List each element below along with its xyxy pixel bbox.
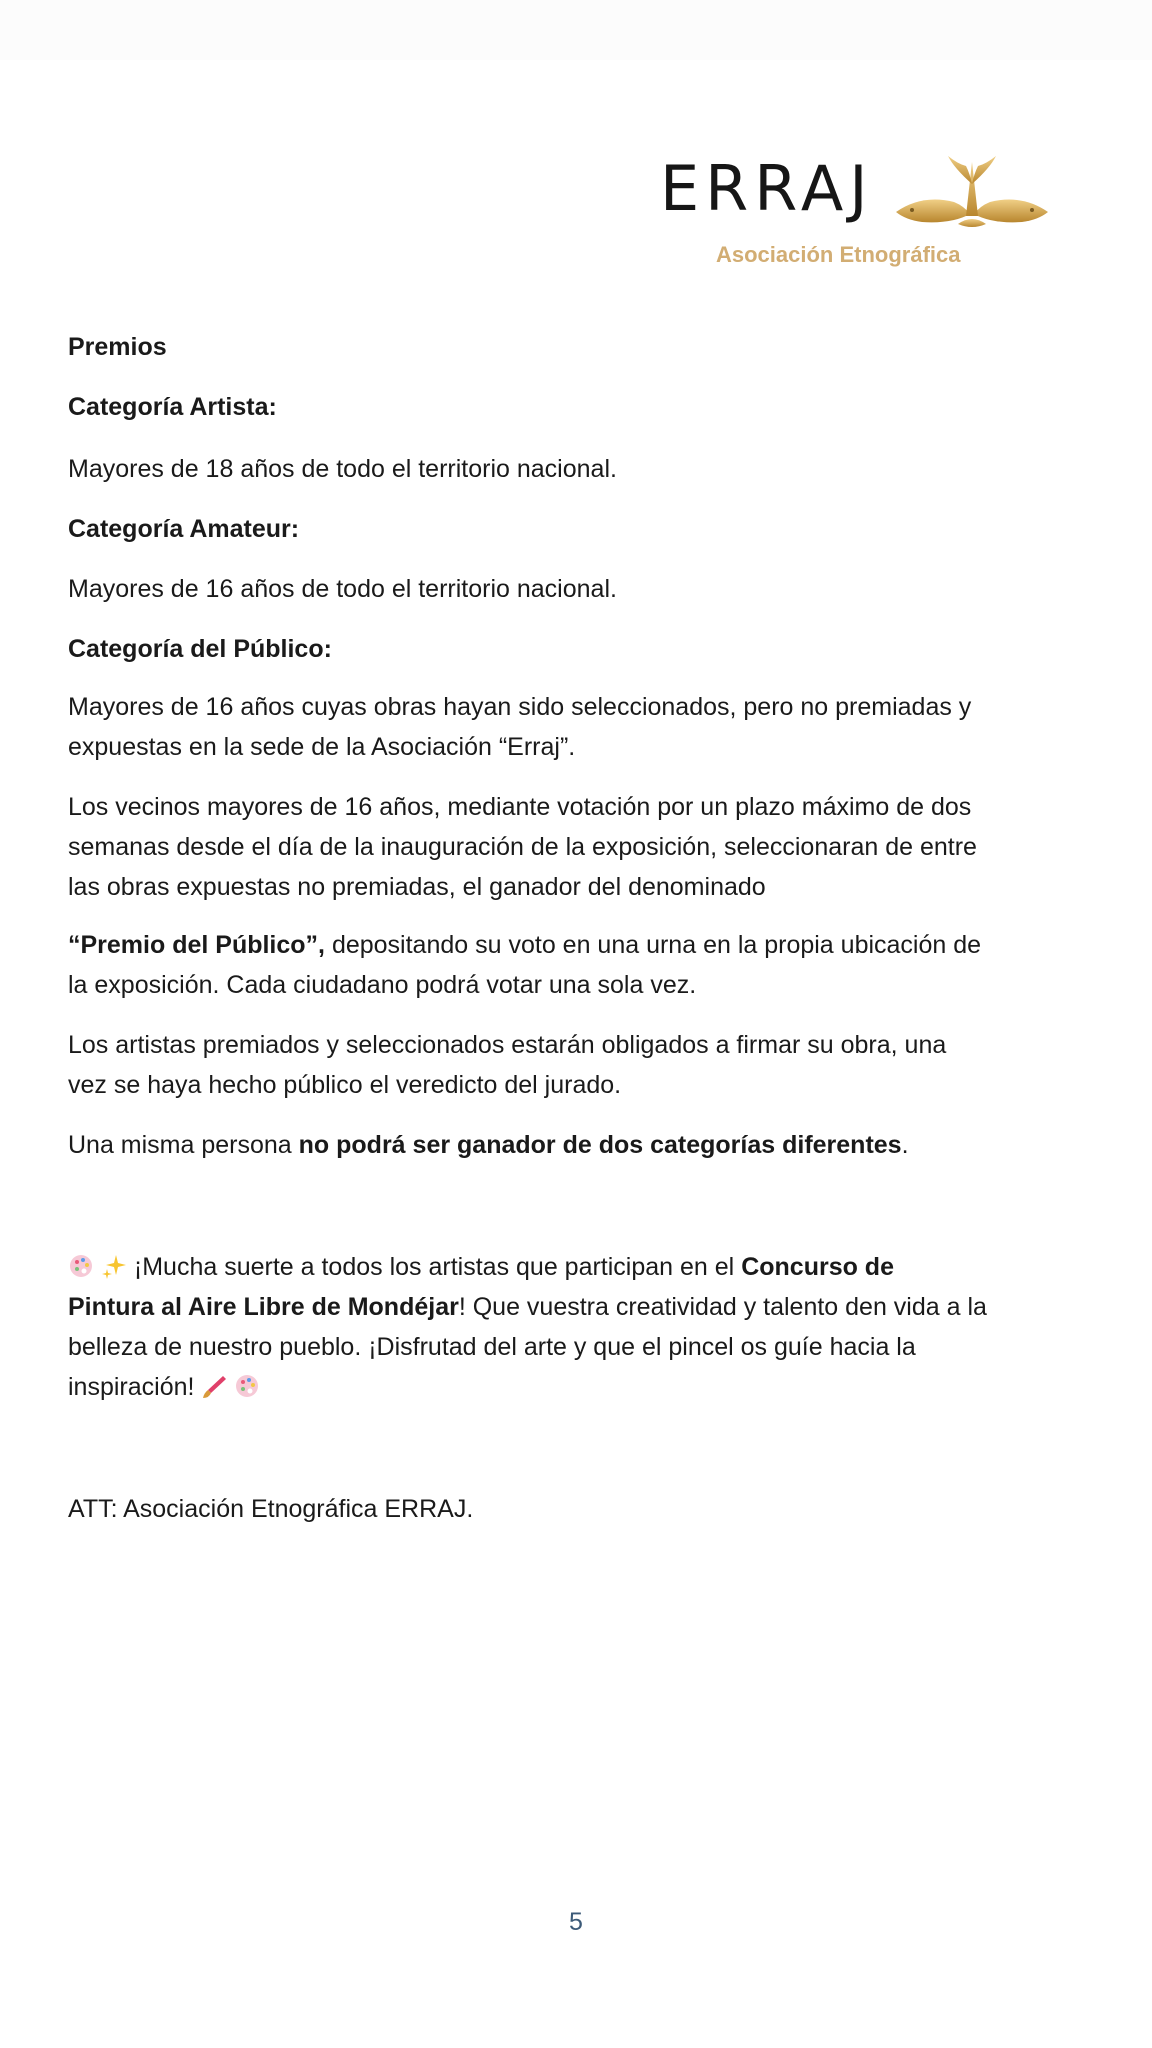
wish-line: belleza de nuestro pueblo. ¡Disfrutad del arte y que el pincel os guíe hacia la	[68, 1333, 916, 1361]
contest-name: Pintura al Aire Libre de Mondéjar	[68, 1293, 459, 1321]
golden-fish-emblem-icon	[892, 154, 1052, 234]
sparkles-icon	[101, 1253, 127, 1279]
prize-paragraph-line: la exposición. Cada ciudadano podrá votar una sola vez.	[68, 971, 697, 999]
wish-text: inspiración!	[68, 1373, 202, 1401]
rule-text: Una misma persona	[68, 1131, 299, 1159]
category-title: Categoría del Público:	[68, 635, 332, 663]
palette-icon	[68, 1253, 94, 1279]
wish-text: ¡Mucha suerte a todos los artistas que participan en el	[126, 1253, 742, 1281]
wish-line	[68, 1288, 987, 1327]
vote-paragraph-line: las obras expuestas no premiadas, el ganador del denominado	[68, 873, 766, 901]
wish-line	[68, 1248, 894, 1287]
prize-name: “Premio del Público”,	[68, 931, 325, 959]
category-title: Categoría Amateur:	[68, 515, 300, 543]
signature: ATT: Asociación Etnográfica ERRAJ.	[68, 1495, 474, 1523]
prize-paragraph-line	[68, 926, 981, 965]
logo-wordmark: ERRAJ	[660, 152, 874, 225]
page-number: 5	[569, 1908, 583, 1936]
logo-subtitle: Asociación Etnográfica	[716, 242, 961, 267]
wish-text: ! Que vuestra creatividad y talento den vida a la	[458, 1293, 987, 1321]
wish-line	[68, 1368, 260, 1407]
rule-emphasis: no podrá ser ganador de dos categorías diferentes	[298, 1131, 902, 1159]
category-title: Categoría Artista:	[68, 393, 277, 421]
top-bar	[0, 0, 1152, 60]
rule-end: .	[901, 1131, 909, 1159]
section-heading: Premios	[68, 333, 167, 361]
vote-paragraph-line: Los vecinos mayores de 16 años, mediante votación por un plazo máximo de dos	[68, 793, 972, 821]
category-text: Mayores de 16 años de todo el territorio nacional.	[68, 575, 617, 603]
palette-icon	[234, 1373, 260, 1399]
rule-paragraph	[68, 1126, 909, 1165]
sign-paragraph-line: vez se haya hecho público el veredicto del jurado.	[68, 1071, 622, 1099]
vote-paragraph-line: semanas desde el día de la inauguración de la exposición, seleccionaran de entre	[68, 833, 977, 861]
prize-text: depositando su voto en una urna en la propia ubicación de	[325, 931, 982, 959]
sign-paragraph-line: Los artistas premiados y seleccionados estarán obligados a firmar su obra, una	[68, 1031, 947, 1059]
category-text-line: expuestas en la sede de la Asociación “Erraj”.	[68, 733, 576, 761]
contest-name: Concurso de	[741, 1253, 894, 1281]
paintbrush-icon	[201, 1373, 227, 1399]
category-text: Mayores de 18 años de todo el territorio nacional.	[68, 455, 617, 483]
category-text-line: Mayores de 16 años cuyas obras hayan sido seleccionados, pero no premiadas y	[68, 693, 972, 721]
erraj-logo	[660, 140, 1060, 280]
